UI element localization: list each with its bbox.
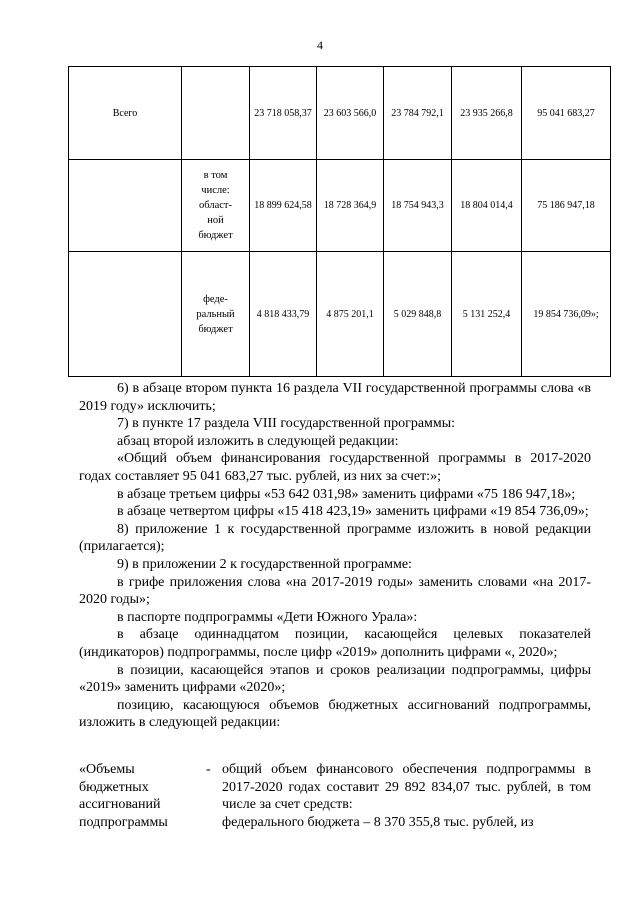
- desc-line: бюджет: [198, 323, 233, 335]
- table-cell: 23 603 566,0: [317, 67, 384, 160]
- paragraph: абзац второй изложить в следующей редакции:: [117, 433, 399, 449]
- table-cell: 23 935 266,8: [452, 67, 522, 160]
- desc-line: ральный: [196, 308, 235, 320]
- passport-value: [222, 761, 591, 831]
- desc-line: област-: [199, 200, 232, 211]
- table-cell: 23 784 792,1: [384, 67, 452, 160]
- row-label: [69, 252, 182, 377]
- table-cell: 5 131 252,4: [452, 252, 522, 377]
- desc-line: ной: [207, 215, 224, 226]
- paragraph: 8) приложение 1 к государственной программе изложить в новой редакции (прилагается);: [79, 521, 591, 555]
- row-desc: [182, 160, 250, 252]
- table-row: [69, 67, 611, 160]
- financing-table: [68, 66, 611, 377]
- table-cell: 18 728 364,9: [317, 160, 384, 252]
- table-row: [69, 252, 611, 377]
- label-line: бюджетных: [79, 779, 149, 795]
- label-line: ассигнований: [79, 797, 161, 813]
- desc-line: бюджет: [198, 230, 233, 241]
- table-cell: 4 818 433,79: [250, 252, 317, 377]
- row-desc: [182, 67, 250, 160]
- row-label: [69, 160, 182, 252]
- table-cell: 19 854 736,09»;: [522, 252, 611, 377]
- label-line: «Объемы: [79, 762, 135, 777]
- table-cell: 75 186 947,18: [522, 160, 611, 252]
- passport-dash: -: [206, 762, 211, 777]
- paragraph: в позиции, касающейся этапов и сроков реализации подпрограммы, цифры «2019» заменить цифрами «2020»;: [79, 662, 591, 696]
- table-cell: 5 029 848,8: [384, 252, 452, 377]
- desc-line: феде-: [203, 293, 228, 305]
- value-text-cont: федерального бюджета – 8 370 355,8 тыс. рублей, из: [222, 814, 534, 830]
- row-label: Всего: [69, 67, 182, 160]
- paragraph: в абзаце четвертом цифры «15 418 423,19» заменить цифрами «19 854 736,09»;: [117, 504, 589, 520]
- paragraph: в грифе приложения слова «на 2017-2019 годы» заменить словами «на 2017-2020 годы»;: [79, 574, 591, 608]
- table-cell: 18 804 014,4: [452, 160, 522, 252]
- desc-line: в том: [203, 170, 228, 181]
- label-line: подпрограммы: [79, 814, 168, 830]
- amendments-text: [79, 380, 591, 732]
- row-desc: [182, 252, 250, 377]
- paragraph: 6) в абзаце втором пункта 16 раздела VII государственной программы слова «в 2019 году» исключить;: [79, 381, 591, 414]
- table-row: [69, 160, 611, 252]
- paragraph: в абзаце третьем цифры «53 642 031,98» заменить цифрами «75 186 947,18»;: [117, 486, 576, 502]
- table-cell: 4 875 201,1: [317, 252, 384, 377]
- paragraph: 7) в пункте 17 раздела VIII государственной программы:: [117, 416, 456, 432]
- paragraph: 9) в приложении 2 к государственной программе:: [117, 556, 412, 572]
- table-cell: 23 718 058,37: [250, 67, 317, 160]
- table-cell: 95 041 683,27: [522, 67, 611, 160]
- paragraph: «Общий объем финансирования государственной программы в 2017-2020 годах составляет 95 041 683,27 тыс. рублей, из них за счет:»;: [79, 451, 591, 484]
- paragraph: в абзаце одиннадцатом позиции, касающейся целевых показателей (индикаторов) подпрограммы, после цифр «2019» дополнить цифрами «, 2020»;: [79, 627, 591, 660]
- table-cell: 18 899 624,58: [250, 160, 317, 252]
- table-cell: 18 754 943,3: [384, 160, 452, 252]
- desc-line: числе:: [201, 185, 230, 196]
- passport-label: [79, 761, 204, 831]
- paragraph: в паспорте подпрограммы «Дети Южного Урала»:: [117, 609, 418, 625]
- page-number: 4: [317, 38, 323, 52]
- value-text: общий объем финансового обеспечения подпрограммы в 2017-2020 годах составит 29 892 834,07 тыс. рублей, в том числе за счет средств:: [222, 762, 591, 813]
- paragraph: позицию, касающуюся объемов бюджетных ассигнований подпрограммы, изложить в следующей редакции:: [79, 697, 591, 731]
